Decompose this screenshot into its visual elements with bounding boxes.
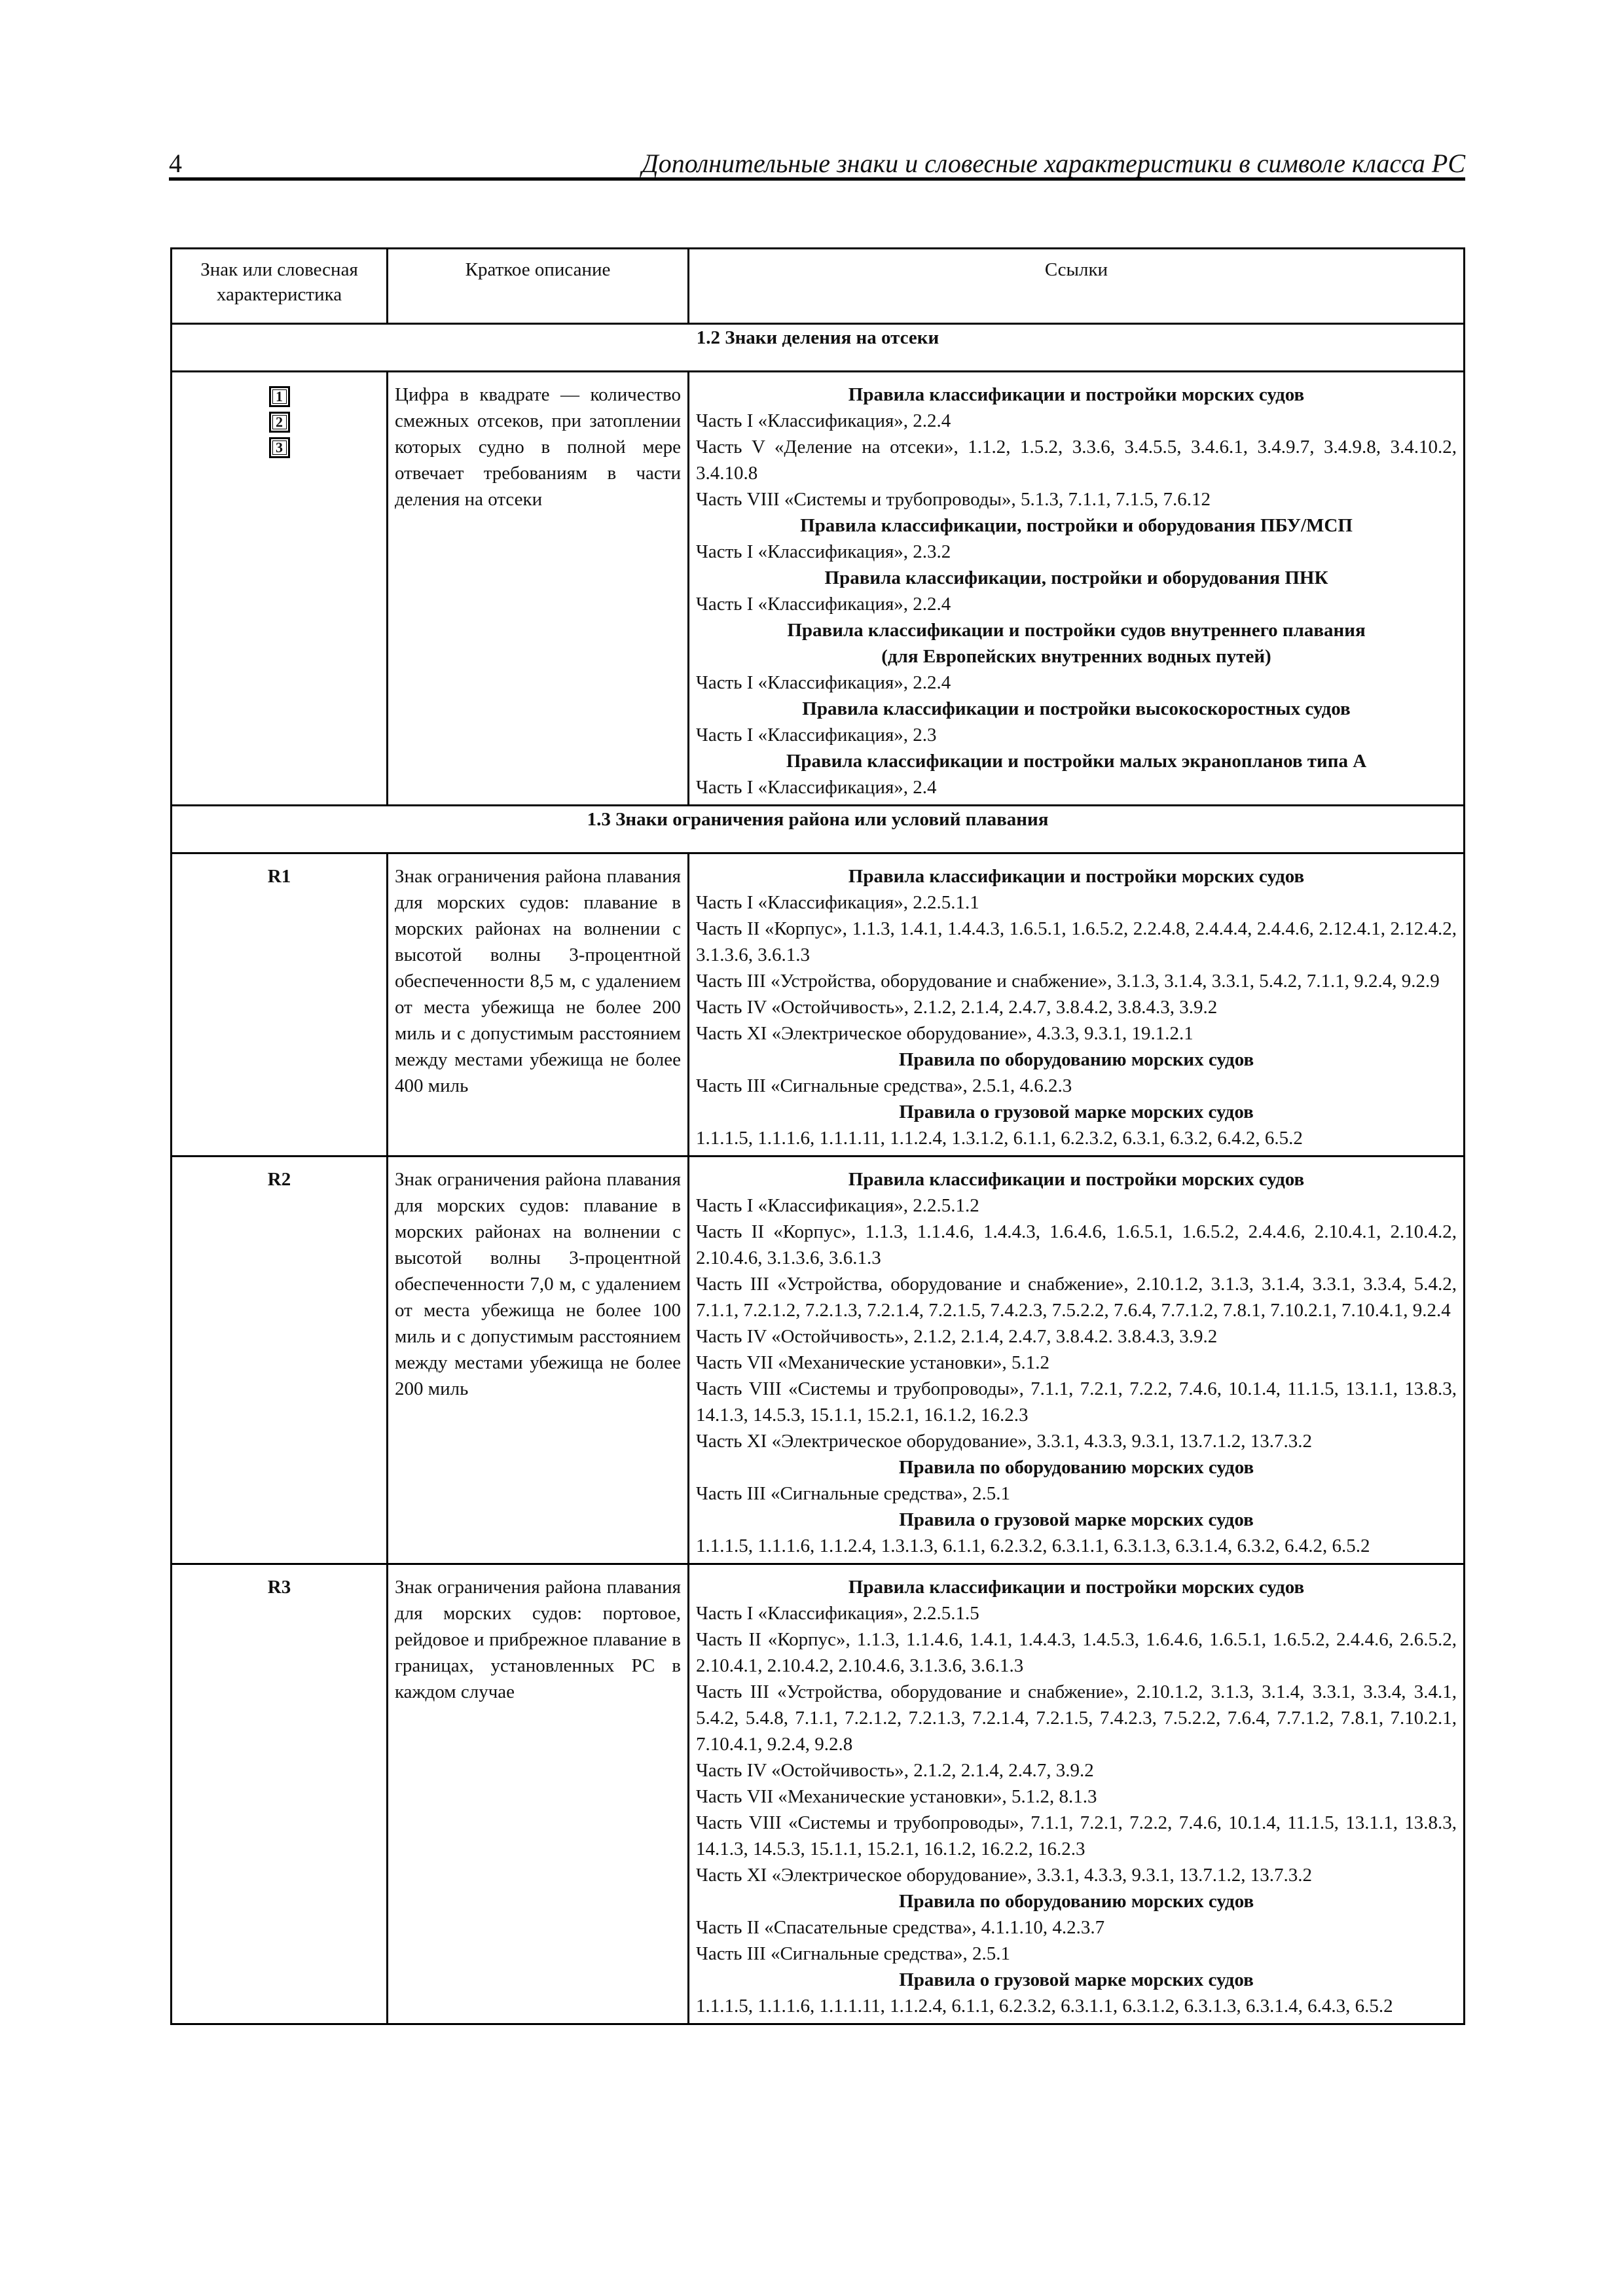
reference-line: Часть XI «Электрическое оборудование», 3.3.1, 4.3.3, 9.3.1, 13.7.1.2, 13.7.3.2 [696,1865,1312,1886]
square-sign-digit: 3 [272,440,287,455]
reference-line: Часть I «Классификация», 2.3 [696,725,937,745]
reference-line: Часть IV «Остойчивость», 2.1.2, 2.1.4, 2.4.7, 3.8.4.2. 3.8.4.3, 3.9.2 [696,1326,1218,1347]
rules-title: Правила классификации и постройки морских судов [848,1577,1305,1598]
table-row [172,853,1465,1157]
square-sign [269,412,290,433]
rules-title: Правила классификации и постройки морских судов [848,384,1305,405]
table-row [172,1157,1465,1564]
header-sign: Знак или словесная характеристика [172,249,388,324]
rules-title: Правила классификации, постройки и оборудования ПНК [824,567,1328,588]
reference-line: Часть I «Классификация», 2.2.5.1.1 [696,892,979,913]
reference-line: Часть I «Классификация», 2.4 [696,777,937,798]
header-description: Краткое описание [388,249,689,324]
table-row [172,1564,1465,2024]
page-header [169,145,1465,182]
section-title: 1.2 Знаки деления на отсеки [172,324,1465,372]
reference-line: Часть VIII «Системы и трубопроводы», 7.1.1, 7.2.1, 7.2.2, 7.4.6, 10.1.4, 11.1.5, 13.1.1, 13.8.3, 14.1.3, 14.5.3, 15.1.1, 15.2.1, 16.1.2, 16.2.2, 16.2.3 [696,1812,1457,1859]
section-row [172,806,1465,853]
rules-title: Правила по оборудованию морских судов [898,1457,1254,1478]
sign-cell: R2 [172,1157,388,1564]
reference-line: Часть I «Классификация», 2.2.4 [696,410,951,431]
rules-title: Правила по оборудованию морских судов [898,1049,1254,1070]
reference-line: Часть VIII «Системы и трубопроводы», 7.1.1, 7.2.1, 7.2.2, 7.4.6, 10.1.4, 11.1.5, 13.1.1, 13.8.3, 14.1.3, 14.5.3, 15.1.1, 15.2.1, 16.1.2, 16.2.3 [696,1378,1457,1426]
reference-line: 1.1.1.5, 1.1.1.6, 1.1.1.11, 1.1.2.4, 6.1.1, 6.2.3.2, 6.3.1.1, 6.3.1.2, 6.3.1.3, 6.3.1.4, 6.4.3, 6.5.2 [696,1996,1393,2017]
square-signs [269,382,290,463]
description-cell: Знак ограничения района плавания для морских судов: портовое, рейдовое и прибрежное плавание в границах, установленных РС в каждом случае [388,1564,689,2024]
rules-title: (для Европейских внутренних водных путей) [881,646,1271,667]
references-cell [689,1564,1465,2024]
square-sign [269,386,290,407]
reference-line: 1.1.1.5, 1.1.1.6, 1.1.2.4, 1.3.1.3, 6.1.1, 6.2.3.2, 6.3.1.1, 6.3.1.3, 6.3.1.4, 6.3.2, 6.4.2, 6.5.2 [696,1535,1370,1556]
rules-title: Правила классификации и постройки морских судов [848,1169,1305,1190]
rules-title: Правила классификации и постройки судов внутреннего плавания [787,620,1366,641]
running-title: Дополнительные знаки и словесные характеристики в символе класса РС [642,149,1465,178]
sign-cell: R3 [172,1564,388,2024]
rules-title: Правила о грузовой марке морских судов [899,1969,1254,1990]
reference-line: Часть III «Устройства, оборудование и снабжение», 2.10.1.2, 3.1.3, 3.1.4, 3.3.1, 3.3.4, 3.4.1, 5.4.2, 5.4.8, 7.1.1, 7.2.1.2, 7.2.1.3, 7.2.1.4, 7.2.1.5, 7.4.2.3, 7.5.2.2, 7.6.4, 7.7.1.2, 7.8.1, 7.10.2.1, 7.10.4.1, 9.2.4, 9.2.8 [696,1681,1457,1755]
reference-line: Часть III «Сигнальные средства», 2.5.1 [696,1483,1011,1504]
rules-title: Правила о грузовой марке морских судов [899,1102,1254,1122]
reference-line: Часть I «Классификация», 2.2.4 [696,672,951,693]
references-cell [689,853,1465,1157]
square-sign-digit: 2 [272,415,287,429]
description-cell: Знак ограничения района плавания для морских судов: плавание в морских районах на волнении с высотой волны 3-процентной обеспеченности 8,5 м, с удалением от места убежища не более 200 миль и с допустимым расстоянием между местами убежища не более 400 миль [388,853,689,1157]
description-cell: Знак ограничения района плавания для морских судов: плавание в морских районах на волнении с высотой волны 3-процентной обеспеченности 7,0 м, с удалением от места убежища не более 100 миль и с допустимым расстоянием между местами убежища не более 200 миль [388,1157,689,1564]
page-number: 4 [169,149,182,178]
square-sign-digit: 1 [272,389,287,404]
reference-line: Часть VIII «Системы и трубопроводы», 5.1.3, 7.1.1, 7.1.5, 7.6.12 [696,489,1211,510]
section-title: 1.3 Знаки ограничения района или условий плавания [172,806,1465,853]
reference-line: 1.1.1.5, 1.1.1.6, 1.1.1.11, 1.1.2.4, 1.3.1.2, 6.1.1, 6.2.3.2, 6.3.1, 6.3.2, 6.4.2, 6.5.2 [696,1128,1303,1149]
reference-line: Часть II «Корпус», 1.1.3, 1.4.1, 1.4.4.3, 1.6.5.1, 1.6.5.2, 2.2.4.8, 2.4.4.4, 2.4.4.6, 2.12.4.1, 2.12.4.2, 3.1.3.6, 3.6.1.3 [696,918,1457,965]
reference-line: Часть IV «Остойчивость», 2.1.2, 2.1.4, 2.4.7, 3.9.2 [696,1760,1094,1781]
classification-table [170,247,1465,2025]
rules-title: Правила классификации, постройки и оборудования ПБУ/МСП [800,515,1353,536]
reference-line: Часть V «Деление на отсеки», 1.1.2, 1.5.2, 3.3.6, 3.4.5.5, 3.4.6.1, 3.4.9.7, 3.4.9.8, 3.4.10.2, 3.4.10.8 [696,437,1457,484]
table-row [172,372,1465,806]
reference-line: Часть III «Устройства, оборудование и снабжение», 2.10.1.2, 3.1.3, 3.1.4, 3.3.1, 3.3.4, 5.4.2, 7.1.1, 7.2.1.2, 7.2.1.3, 7.2.1.4, 7.2.1.5, 7.4.2.3, 7.5.2.2, 7.6.4, 7.7.1.2, 7.8.1, 7.10.2.1, 7.10.4.1, 9.2.4 [696,1274,1457,1321]
reference-line: Часть I «Классификация», 2.2.5.1.2 [696,1195,979,1216]
reference-line: Часть II «Спасательные средства», 4.1.1.10, 4.2.3.7 [696,1917,1105,1938]
description-cell: Цифра в квадрате — количество смежных отсеков, при затоплении которых судно в полной мере отвечает требованиям в части деления на отсеки [388,372,689,806]
section-row [172,324,1465,372]
header-references: Ссылки [689,249,1465,324]
reference-line: Часть II «Корпус», 1.1.3, 1.1.4.6, 1.4.1, 1.4.4.3, 1.4.5.3, 1.6.4.6, 1.6.5.1, 1.6.5.2, 2.4.4.6, 2.6.5.2, 2.10.4.1, 2.10.4.2, 2.10.4.6, 3.1.3.6, 3.6.1.3 [696,1629,1457,1676]
references-cell [689,1157,1465,1564]
square-sign [269,437,290,458]
reference-line: Часть II «Корпус», 1.1.3, 1.1.4.6, 1.4.4.3, 1.6.4.6, 1.6.5.1, 1.6.5.2, 2.4.4.6, 2.10.4.1, 2.10.4.2, 2.10.4.6, 3.1.3.6, 3.6.1.3 [696,1221,1457,1268]
references-cell [689,372,1465,806]
header-rule [169,177,1465,181]
reference-line: Часть XI «Электрическое оборудование», 4.3.3, 9.3.1, 19.1.2.1 [696,1023,1194,1044]
sign-cell: R1 [172,853,388,1157]
table-header-row [172,249,1465,324]
reference-line: Часть I «Классификация», 2.2.4 [696,594,951,615]
reference-line: Часть I «Классификация», 2.3.2 [696,541,951,562]
reference-line: Часть III «Сигнальные средства», 2.5.1, 4.6.2.3 [696,1075,1072,1096]
rules-title: Правила классификации и постройки малых экранопланов типа А [786,751,1367,772]
rules-title: Правила классификации и постройки морских судов [848,866,1305,887]
rules-title: Правила классификации и постройки высокоскоростных судов [802,698,1351,719]
reference-line: Часть I «Классификация», 2.2.5.1.5 [696,1603,979,1624]
rules-title: Правила по оборудованию морских судов [898,1891,1254,1912]
reference-line: Часть IV «Остойчивость», 2.1.2, 2.1.4, 2.4.7, 3.8.4.2, 3.8.4.3, 3.9.2 [696,997,1218,1018]
reference-line: Часть VII «Механические установки», 5.1.2, 8.1.3 [696,1786,1097,1807]
rules-title: Правила о грузовой марке морских судов [899,1509,1254,1530]
reference-line: Часть VII «Механические установки», 5.1.2 [696,1352,1050,1373]
reference-line: Часть III «Устройства, оборудование и снабжение», 3.1.3, 3.1.4, 3.3.1, 5.4.2, 7.1.1, 9.2.4, 9.2.9 [696,971,1440,992]
sign-cell [172,372,388,806]
reference-line: Часть XI «Электрическое оборудование», 3.3.1, 4.3.3, 9.3.1, 13.7.1.2, 13.7.3.2 [696,1431,1312,1452]
reference-line: Часть III «Сигнальные средства», 2.5.1 [696,1943,1011,1964]
